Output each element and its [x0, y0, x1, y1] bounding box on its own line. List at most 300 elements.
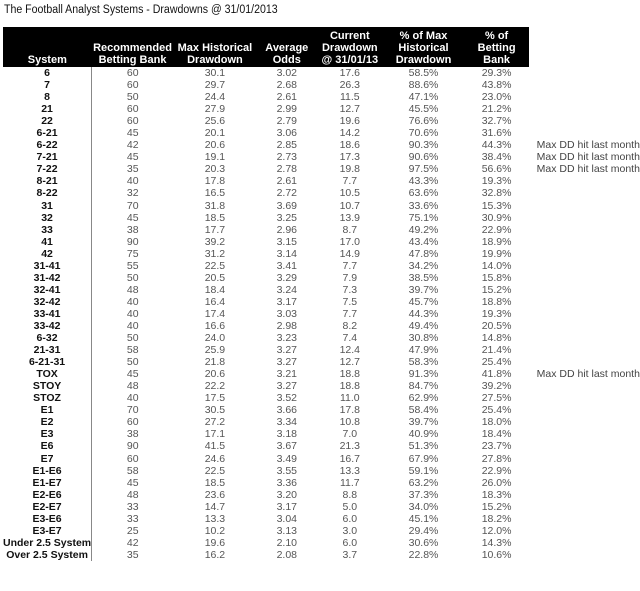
- cell-betting-bank: 35: [126, 548, 139, 561]
- cell-pct-betting-bank: 18.3%: [481, 488, 512, 501]
- cell-pct-betting-bank: 20.5%: [481, 319, 512, 332]
- cell-current-drawdown: 11.5: [339, 91, 360, 104]
- table-row: [3, 224, 640, 236]
- cell-max-drawdown: 18.5: [204, 211, 226, 224]
- cell-note: [529, 537, 640, 549]
- table-row: [3, 392, 640, 404]
- cell-betting-bank: 32: [126, 187, 139, 200]
- cell-system: E3: [3, 428, 92, 440]
- cell-system: 33-41: [3, 308, 92, 320]
- table-row: [3, 163, 640, 175]
- cell-max-drawdown: 23.6: [204, 488, 226, 501]
- cell-max-drawdown: 20.1: [204, 127, 226, 140]
- cell-system: E2: [3, 416, 92, 428]
- cell-pct-betting-bank: 10.6%: [481, 548, 512, 561]
- cell-system: 22: [3, 115, 92, 127]
- cell-note: [529, 224, 640, 236]
- cell-system: E3-E7: [3, 525, 92, 537]
- table-row: [3, 212, 640, 224]
- cell-system: STOY: [3, 380, 92, 392]
- cell-pct-max-drawdown: 67.9%: [408, 452, 439, 465]
- cell-max-drawdown: 20.5: [204, 271, 226, 284]
- table-row: [3, 79, 640, 91]
- table-row: [3, 477, 640, 489]
- cell-system: 21: [3, 103, 92, 115]
- cell-max-drawdown: 22.2: [204, 380, 226, 393]
- cell-system: Over 2.5 System: [3, 549, 92, 561]
- cell-system: 8-22: [3, 187, 92, 199]
- cell-betting-bank: 33: [126, 512, 139, 525]
- cell-pct-betting-bank: 32.7%: [481, 115, 512, 128]
- cell-pct-betting-bank: 56.6%: [481, 163, 512, 176]
- cell-average-odds: 3.25: [276, 211, 298, 224]
- cell-current-drawdown: 7.7: [342, 259, 358, 272]
- cell-betting-bank: 45: [126, 476, 139, 489]
- cell-pct-max-drawdown: 97.5%: [408, 163, 439, 176]
- drawdowns-table: [3, 27, 640, 561]
- cell-betting-bank: 90: [126, 235, 139, 248]
- cell-pct-betting-bank: 15.2%: [481, 500, 512, 513]
- cell-system: 6-22: [3, 139, 92, 151]
- cell-average-odds: 3.21: [276, 368, 298, 381]
- cell-average-odds: 3.03: [276, 307, 298, 320]
- cell-pct-max-drawdown: 63.2%: [408, 476, 439, 489]
- cell-pct-max-drawdown: 30.6%: [408, 536, 439, 549]
- cell-system: 21-31: [3, 344, 92, 356]
- cell-note: [529, 332, 640, 344]
- cell-max-drawdown: 20.3: [204, 163, 226, 176]
- cell-current-drawdown: 12.7: [339, 103, 361, 116]
- cell-pct-max-drawdown: 40.9%: [408, 428, 439, 441]
- cell-current-drawdown: 7.4: [342, 332, 358, 345]
- cell-note: [529, 79, 640, 91]
- cell-average-odds: 3.69: [276, 199, 298, 212]
- cell-betting-bank: 25: [126, 524, 139, 537]
- cell-pct-max-drawdown: 39.7%: [408, 416, 439, 429]
- cell-average-odds: 3.14: [276, 247, 298, 260]
- cell-betting-bank: 48: [126, 380, 139, 393]
- cell-average-odds: 2.73: [276, 151, 298, 164]
- cell-note: [529, 115, 640, 127]
- cell-current-drawdown: 8.2: [342, 319, 358, 332]
- cell-pct-max-drawdown: 75.1%: [408, 211, 439, 224]
- cell-note: [529, 489, 640, 501]
- header-average-odds: Average Odds: [256, 27, 317, 67]
- cell-note: [529, 272, 640, 284]
- cell-system: 6-21-31: [3, 356, 92, 368]
- cell-current-drawdown: 3.7: [342, 548, 358, 561]
- cell-betting-bank: 50: [126, 332, 139, 345]
- cell-note: [529, 428, 640, 440]
- cell-pct-max-drawdown: 22.8%: [408, 548, 439, 561]
- table-row: [3, 151, 640, 163]
- cell-pct-betting-bank: 25.4%: [481, 404, 512, 417]
- table-row: [3, 187, 640, 199]
- cell-pct-betting-bank: 27.8%: [481, 452, 512, 465]
- cell-average-odds: 3.27: [276, 380, 298, 393]
- cell-betting-bank: 45: [126, 127, 139, 140]
- cell-note: [529, 549, 640, 561]
- cell-pct-max-drawdown: 47.1%: [408, 91, 439, 104]
- cell-current-drawdown: 8.8: [342, 488, 358, 501]
- cell-system: E1: [3, 404, 92, 416]
- cell-average-odds: 2.98: [276, 319, 298, 332]
- table-row: [3, 344, 640, 356]
- cell-average-odds: 3.27: [276, 356, 298, 369]
- cell-note: [529, 127, 640, 139]
- cell-note: Max DD hit last month: [536, 139, 640, 152]
- cell-max-drawdown: 24.6: [204, 452, 226, 465]
- cell-system: E6: [3, 440, 92, 452]
- cell-average-odds: 2.68: [276, 79, 298, 92]
- cell-max-drawdown: 18.4: [204, 283, 226, 296]
- cell-betting-bank: 60: [126, 103, 139, 116]
- cell-betting-bank: 50: [126, 271, 139, 284]
- cell-system: 32-41: [3, 284, 92, 296]
- header-betting-bank: Recommended Betting Bank: [92, 27, 174, 67]
- cell-betting-bank: 40: [126, 295, 139, 308]
- cell-current-drawdown: 7.3: [342, 283, 358, 296]
- table-row: [3, 549, 640, 561]
- cell-pct-max-drawdown: 49.4%: [408, 319, 439, 332]
- cell-system: 33-42: [3, 320, 92, 332]
- cell-current-drawdown: 6.0: [342, 536, 358, 549]
- cell-system: E7: [3, 453, 92, 465]
- cell-pct-max-drawdown: 59.1%: [408, 464, 439, 477]
- cell-current-drawdown: 12.4: [339, 344, 361, 357]
- cell-betting-bank: 60: [126, 452, 139, 465]
- cell-max-drawdown: 17.4: [204, 307, 226, 320]
- cell-average-odds: 3.02: [276, 67, 298, 79]
- cell-note: [529, 175, 640, 187]
- table-row: [3, 296, 640, 308]
- cell-average-odds: 3.41: [276, 259, 298, 272]
- cell-note: Max DD hit last month: [536, 368, 640, 381]
- cell-system: 31: [3, 200, 92, 212]
- table-row: [3, 236, 640, 248]
- cell-pct-max-drawdown: 44.3%: [408, 307, 439, 320]
- cell-max-drawdown: 22.5: [204, 259, 226, 272]
- cell-pct-max-drawdown: 39.7%: [408, 283, 439, 296]
- cell-pct-max-drawdown: 63.6%: [408, 187, 439, 200]
- cell-note: [529, 236, 640, 248]
- table-row: [3, 103, 640, 115]
- cell-note: [529, 260, 640, 272]
- cell-pct-max-drawdown: 70.6%: [408, 127, 439, 140]
- cell-pct-max-drawdown: 45.7%: [408, 295, 439, 308]
- cell-system: 42: [3, 248, 92, 260]
- cell-system: E1-E7: [3, 477, 92, 489]
- cell-average-odds: 3.52: [276, 392, 298, 405]
- cell-max-drawdown: 19.1: [204, 151, 226, 164]
- cell-max-drawdown: 24.0: [204, 332, 226, 345]
- cell-note: [529, 453, 640, 465]
- table-row: [3, 320, 640, 332]
- table-row: [3, 513, 640, 525]
- cell-current-drawdown: 11.0: [339, 392, 360, 405]
- cell-note: [529, 67, 640, 79]
- cell-pct-max-drawdown: 84.7%: [408, 380, 439, 393]
- cell-max-drawdown: 18.5: [204, 476, 226, 489]
- cell-average-odds: 3.23: [276, 332, 298, 345]
- cell-note: [529, 465, 640, 477]
- cell-pct-max-drawdown: 90.3%: [408, 139, 439, 152]
- cell-max-drawdown: 17.1: [204, 428, 226, 441]
- cell-system: 41: [3, 236, 92, 248]
- cell-system: 31-41: [3, 260, 92, 272]
- cell-pct-betting-bank: 38.4%: [481, 151, 512, 164]
- cell-pct-betting-bank: 19.3%: [481, 307, 512, 320]
- cell-betting-bank: 48: [126, 488, 139, 501]
- header-pct-max-drawdown: % of Max Historical Drawdown: [382, 27, 464, 67]
- cell-current-drawdown: 14.2: [339, 127, 361, 140]
- cell-betting-bank: 70: [126, 404, 139, 417]
- cell-system: E1-E6: [3, 465, 92, 477]
- cell-max-drawdown: 20.6: [204, 139, 226, 152]
- cell-system: 7-22: [3, 163, 92, 175]
- cell-max-drawdown: 16.2: [204, 548, 226, 561]
- cell-note: Max DD hit last month: [536, 163, 640, 176]
- cell-note: [529, 404, 640, 416]
- cell-pct-betting-bank: 14.3%: [481, 536, 512, 549]
- cell-max-drawdown: 39.2: [204, 235, 226, 248]
- cell-current-drawdown: 5.0: [342, 500, 358, 513]
- cell-max-drawdown: 10.2: [204, 524, 226, 537]
- cell-current-drawdown: 3.0: [342, 524, 358, 537]
- cell-pct-betting-bank: 32.8%: [481, 187, 512, 200]
- cell-pct-betting-bank: 23.0%: [481, 91, 512, 104]
- cell-note: [529, 200, 640, 212]
- cell-current-drawdown: 17.6: [339, 67, 361, 79]
- cell-average-odds: 2.99: [276, 103, 298, 116]
- cell-pct-max-drawdown: 34.0%: [408, 500, 439, 513]
- cell-max-drawdown: 31.2: [204, 247, 226, 260]
- cell-max-drawdown: 30.5: [204, 404, 226, 417]
- cell-current-drawdown: 13.9: [339, 211, 361, 224]
- cell-pct-betting-bank: 18.4%: [481, 428, 512, 441]
- cell-betting-bank: 35: [126, 163, 139, 176]
- cell-betting-bank: 58: [126, 464, 139, 477]
- table-row: [3, 200, 640, 212]
- cell-max-drawdown: 30.1: [204, 67, 226, 79]
- cell-average-odds: 2.10: [276, 536, 298, 549]
- cell-average-odds: 3.34: [276, 416, 298, 429]
- table-row: [3, 453, 640, 465]
- cell-note: [529, 212, 640, 224]
- cell-current-drawdown: 7.0: [342, 428, 358, 441]
- cell-pct-max-drawdown: 37.3%: [408, 488, 439, 501]
- cell-note: [529, 248, 640, 260]
- table-row: [3, 380, 640, 392]
- table-row: [3, 139, 640, 151]
- cell-betting-bank: 60: [126, 416, 139, 429]
- cell-system: 31-42: [3, 272, 92, 284]
- cell-betting-bank: 50: [126, 91, 139, 104]
- cell-system: 7: [3, 79, 92, 91]
- cell-note: [529, 103, 640, 115]
- cell-average-odds: 3.20: [276, 488, 298, 501]
- cell-current-drawdown: 7.7: [342, 175, 358, 188]
- cell-pct-max-drawdown: 58.5%: [408, 67, 439, 79]
- table-row: [3, 260, 640, 272]
- cell-betting-bank: 45: [126, 211, 139, 224]
- cell-average-odds: 3.15: [276, 235, 298, 248]
- cell-current-drawdown: 13.3: [339, 464, 361, 477]
- cell-betting-bank: 48: [126, 283, 139, 296]
- cell-current-drawdown: 12.7: [339, 356, 361, 369]
- cell-betting-bank: 58: [126, 344, 139, 357]
- cell-pct-max-drawdown: 34.2%: [408, 259, 439, 272]
- cell-pct-betting-bank: 18.2%: [481, 512, 512, 525]
- cell-max-drawdown: 29.7: [204, 79, 226, 92]
- header-row: [3, 27, 640, 67]
- cell-current-drawdown: 19.6: [339, 115, 361, 128]
- cell-average-odds: 3.49: [276, 452, 298, 465]
- cell-pct-max-drawdown: 43.4%: [408, 235, 439, 248]
- cell-average-odds: 3.67: [276, 440, 298, 453]
- cell-note: [529, 284, 640, 296]
- header-note: [529, 27, 640, 67]
- table-row: [3, 356, 640, 368]
- cell-average-odds: 3.24: [276, 283, 298, 296]
- cell-pct-betting-bank: 18.0%: [481, 416, 512, 429]
- table-row: [3, 284, 640, 296]
- cell-current-drawdown: 10.8: [339, 416, 361, 429]
- cell-note: [529, 344, 640, 356]
- cell-max-drawdown: 16.4: [204, 295, 226, 308]
- header-current-drawdown: Current Drawdown @ 31/01/13: [317, 27, 382, 67]
- header-pct-betting-bank: % of Betting Bank: [465, 27, 529, 67]
- cell-note: [529, 501, 640, 513]
- table-row: [3, 465, 640, 477]
- cell-pct-max-drawdown: 51.3%: [408, 440, 439, 453]
- cell-pct-betting-bank: 30.9%: [481, 211, 512, 224]
- cell-average-odds: 2.96: [276, 223, 298, 236]
- cell-pct-max-drawdown: 49.2%: [408, 223, 439, 236]
- cell-betting-bank: 42: [126, 139, 139, 152]
- cell-pct-max-drawdown: 76.6%: [408, 115, 439, 128]
- cell-betting-bank: 40: [126, 175, 139, 188]
- header-max-drawdown: Max Historical Drawdown: [173, 27, 256, 67]
- table-row: [3, 416, 640, 428]
- cell-pct-betting-bank: 26.0%: [481, 476, 512, 489]
- table-row: [3, 537, 640, 549]
- cell-max-drawdown: 41.5: [204, 440, 226, 453]
- cell-max-drawdown: 13.3: [204, 512, 226, 525]
- table-row: [3, 440, 640, 452]
- table-row: [3, 115, 640, 127]
- cell-betting-bank: 33: [126, 500, 139, 513]
- cell-pct-betting-bank: 15.3%: [481, 199, 512, 212]
- cell-note: [529, 296, 640, 308]
- cell-max-drawdown: 25.9: [204, 344, 226, 357]
- cell-pct-betting-bank: 14.0%: [481, 259, 512, 272]
- cell-betting-bank: 70: [126, 199, 139, 212]
- cell-note: [529, 513, 640, 525]
- cell-note: [529, 187, 640, 199]
- cell-pct-betting-bank: 44.3%: [481, 139, 512, 152]
- cell-betting-bank: 38: [126, 428, 139, 441]
- cell-system: 32-42: [3, 296, 92, 308]
- table-row: [3, 127, 640, 139]
- cell-current-drawdown: 14.9: [339, 247, 361, 260]
- cell-max-drawdown: 25.6: [204, 115, 226, 128]
- cell-current-drawdown: 8.7: [342, 223, 358, 236]
- cell-betting-bank: 75: [126, 247, 139, 260]
- cell-system: 6-21: [3, 127, 92, 139]
- cell-average-odds: 3.55: [276, 464, 298, 477]
- cell-pct-betting-bank: 41.8%: [481, 368, 512, 381]
- table-row: [3, 175, 640, 187]
- cell-current-drawdown: 21.3: [339, 440, 361, 453]
- cell-pct-max-drawdown: 90.6%: [408, 151, 439, 164]
- cell-pct-betting-bank: 18.8%: [481, 295, 512, 308]
- table-row: [3, 404, 640, 416]
- cell-pct-max-drawdown: 45.5%: [408, 103, 439, 116]
- cell-average-odds: 2.78: [276, 163, 298, 176]
- cell-system: 32: [3, 212, 92, 224]
- cell-pct-betting-bank: 21.2%: [481, 103, 512, 116]
- cell-current-drawdown: 7.5: [342, 295, 358, 308]
- page-title: The Football Analyst Systems - Drawdowns @ 31/01/2013: [4, 4, 278, 16]
- cell-betting-bank: 60: [126, 79, 139, 92]
- cell-current-drawdown: 7.9: [342, 271, 358, 284]
- cell-pct-max-drawdown: 88.6%: [408, 79, 439, 92]
- cell-system: 7-21: [3, 151, 92, 163]
- cell-max-drawdown: 17.8: [204, 175, 226, 188]
- cell-betting-bank: 60: [126, 67, 139, 79]
- cell-betting-bank: 60: [126, 115, 139, 128]
- cell-system: STOZ: [3, 392, 92, 404]
- cell-max-drawdown: 16.5: [204, 187, 226, 200]
- cell-pct-betting-bank: 43.8%: [481, 79, 512, 92]
- cell-average-odds: 3.27: [276, 344, 298, 357]
- cell-current-drawdown: 17.3: [339, 151, 361, 164]
- cell-pct-max-drawdown: 58.3%: [408, 356, 439, 369]
- cell-current-drawdown: 17.0: [339, 235, 361, 248]
- table-row: [3, 368, 640, 380]
- cell-average-odds: 3.29: [276, 271, 298, 284]
- cell-pct-max-drawdown: 47.9%: [408, 344, 439, 357]
- table-row: [3, 525, 640, 537]
- cell-max-drawdown: 20.6: [204, 368, 226, 381]
- cell-max-drawdown: 14.7: [204, 500, 226, 513]
- cell-note: [529, 91, 640, 103]
- cell-pct-betting-bank: 23.7%: [481, 440, 512, 453]
- cell-max-drawdown: 19.6: [204, 536, 226, 549]
- cell-current-drawdown: 26.3: [339, 79, 361, 92]
- cell-note: [529, 525, 640, 537]
- cell-pct-betting-bank: 14.8%: [481, 332, 512, 345]
- cell-current-drawdown: 18.8: [339, 380, 361, 393]
- cell-max-drawdown: 17.7: [204, 223, 226, 236]
- cell-betting-bank: 45: [126, 368, 139, 381]
- table-row: [3, 67, 640, 79]
- cell-pct-max-drawdown: 29.4%: [408, 524, 439, 537]
- cell-current-drawdown: 17.8: [339, 404, 361, 417]
- cell-pct-betting-bank: 22.9%: [481, 464, 512, 477]
- cell-system: E2-E7: [3, 501, 92, 513]
- cell-note: [529, 320, 640, 332]
- cell-note: [529, 392, 640, 404]
- cell-average-odds: 2.85: [276, 139, 298, 152]
- cell-betting-bank: 40: [126, 392, 139, 405]
- cell-average-odds: 2.61: [276, 175, 298, 188]
- cell-betting-bank: 90: [126, 440, 139, 453]
- cell-average-odds: 2.61: [276, 91, 298, 104]
- cell-system: TOX: [3, 368, 92, 380]
- cell-betting-bank: 40: [126, 319, 139, 332]
